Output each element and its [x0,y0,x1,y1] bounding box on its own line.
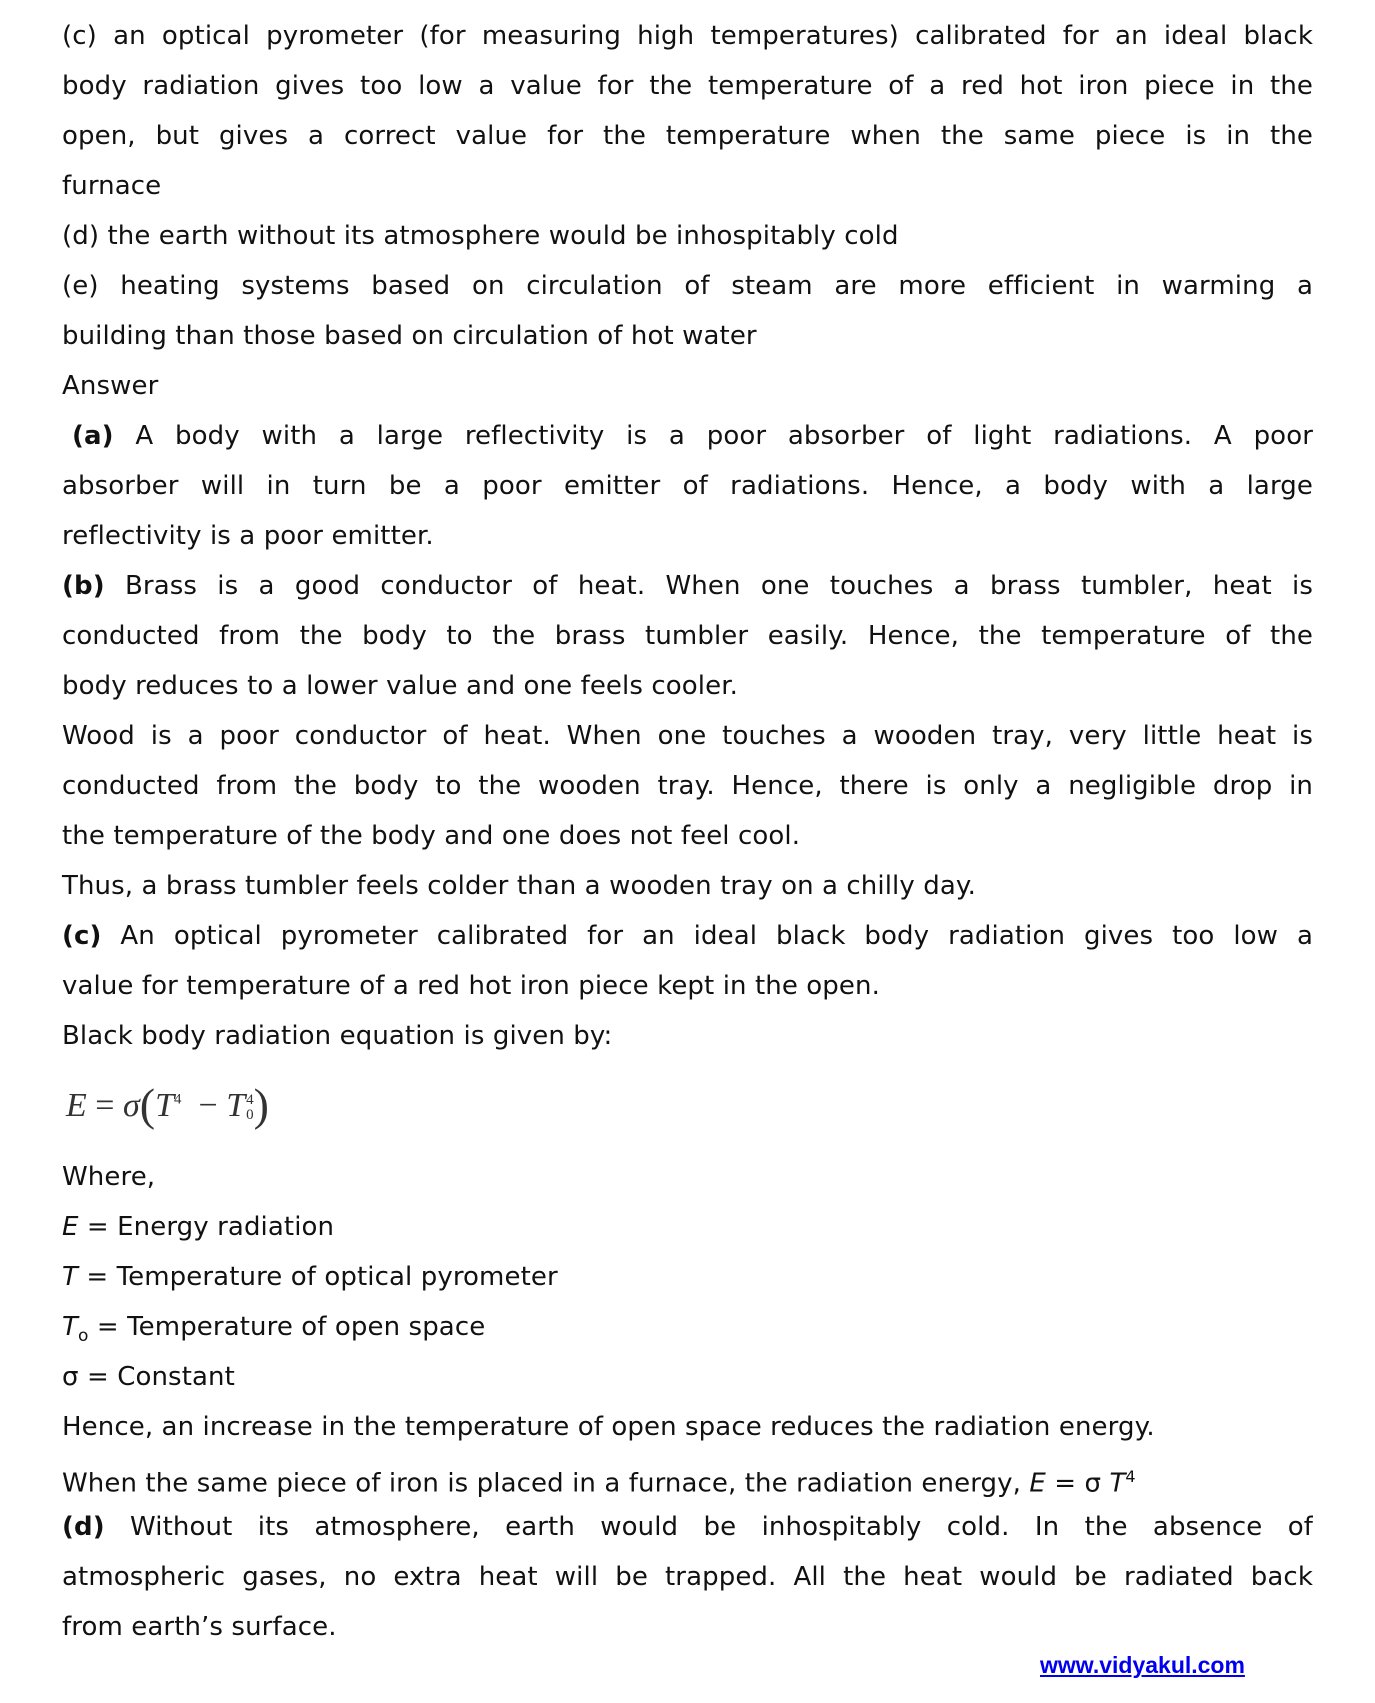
answer-b-line-1: (b) Brass is a good conductor of heat. When one touches a brass tumbler, heat is [62,571,1313,601]
question-e-line-2: building than those based on circulation of hot water [62,321,757,351]
black-body-equation: $E = \sigma(T^4 - T$ 4 0 ) [66,1079,269,1130]
question-e-line-1: (e) heating systems based on circulation of steam are more efficient in warming a [62,271,1313,301]
answer-d-line-2: atmospheric gases, no extra heat will be trapped. All the heat would be radiated back [62,1562,1313,1592]
question-c-line-2: body radiation gives too low a value for the temperature of a red hot iron piece in the [62,71,1313,101]
answer-a-line-1: (a) A body with a large reflectivity is a poor absorber of light radiations. A poor [72,421,1313,451]
answer-d-line-1: (d) Without its atmosphere, earth would be inhospitably cold. In the absence of [62,1512,1313,1542]
question-c-line-4: furnace [62,171,162,201]
hence-line: Hence, an increase in the temperature of open space reduces the radiation energy. [62,1412,1155,1442]
answer-d-label: (d) [62,1512,105,1542]
question-d: (d) the earth without its atmosphere would be inhospitably cold [62,221,899,251]
answer-b-label: (b) [62,571,105,601]
vidyakul-link[interactable]: www.vidyakul.com [1040,1652,1245,1678]
answer-b-line-6: the temperature of the body and one does not feel cool. [62,821,801,851]
question-c-line-3: open, but gives a correct value for the temperature when the same piece is in the [62,121,1313,151]
definition-e: E = Energy radiation [62,1212,335,1242]
answer-a-line-3: reflectivity is a poor emitter. [62,521,434,551]
definition-sigma: σ = Constant [62,1362,235,1392]
answer-heading: Answer [62,371,159,401]
answer-c-label: (c) [62,921,102,951]
answer-b-line-2: conducted from the body to the brass tumbler easily. Hence, the temperature of the [62,621,1313,651]
definition-t0: $T_o$ = Temperature of open space [62,1312,486,1347]
answer-a-line-2: absorber will in turn be a poor emitter of radiations. Hence, a body with a large [62,471,1313,501]
answer-c-line-1: (c) An optical pyrometer calibrated for an ideal black body radiation gives too low a [62,921,1313,951]
answer-b-line-4: Wood is a poor conductor of heat. When one touches a wooden tray, very little heat is [62,721,1313,751]
where-label: Where, [62,1162,156,1192]
answer-c-line-2: value for temperature of a red hot iron piece kept in the open. [62,971,880,1001]
furnace-line: When the same piece of iron is placed in a furnace, the radiation energy, E = σ $T^4$ [62,1467,1136,1499]
answer-d-line-3: from earth’s surface. [62,1612,337,1642]
question-c-line-1: (c) an optical pyrometer (for measuring high temperatures) calibrated for an ideal black [62,21,1313,51]
answer-b-line-5: conducted from the body to the wooden tray. Hence, there is only a negligible drop in [62,771,1313,801]
answer-c-line-3: Black body radiation equation is given by: [62,1021,613,1051]
definition-t: T = Temperature of optical pyrometer [62,1262,558,1292]
answer-a-label: (a) [72,421,114,451]
answer-b-line-3: body reduces to a lower value and one feels cooler. [62,671,738,701]
answer-b-line-7: Thus, a brass tumbler feels colder than a wooden tray on a chilly day. [62,871,976,901]
